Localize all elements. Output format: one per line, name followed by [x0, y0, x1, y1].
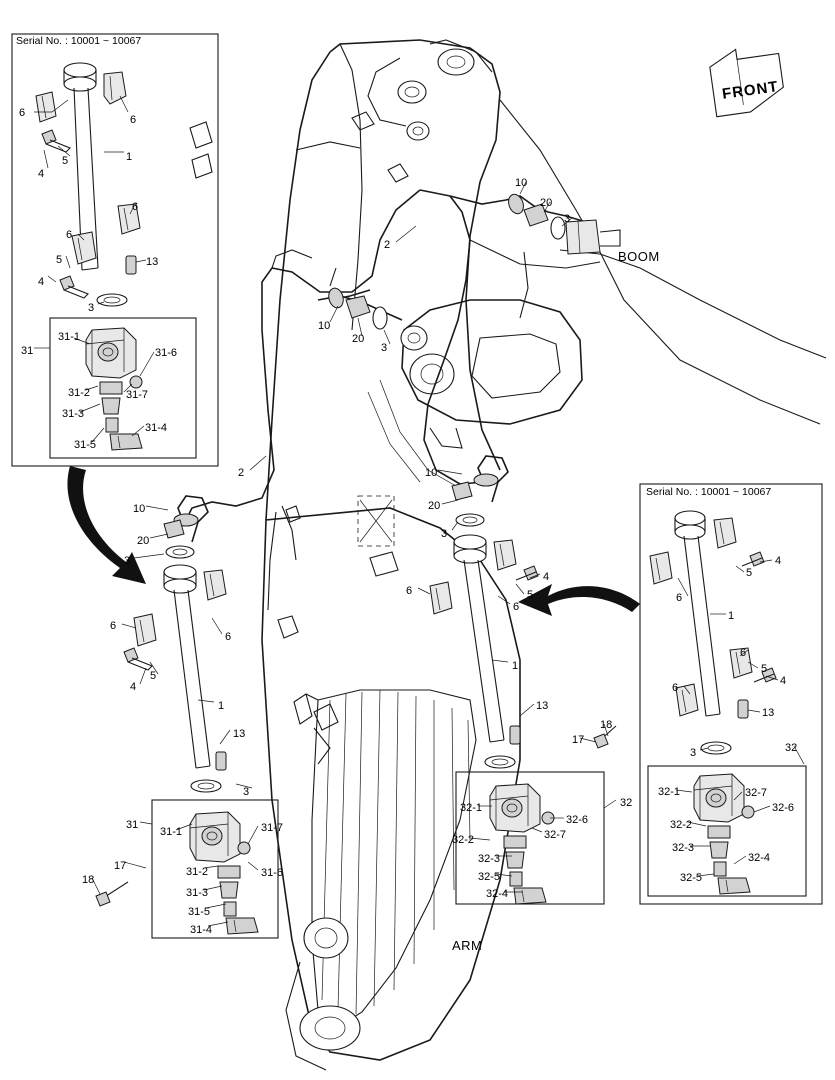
- callout-5: 5: [746, 567, 753, 579]
- callout-32-5: 32-5: [478, 871, 501, 883]
- callout-32-2: 32-2: [670, 819, 693, 831]
- callout-32-6: 32-6: [772, 802, 795, 814]
- serial-label-top-left: Serial No. : 10001 ~ 10067: [16, 35, 142, 47]
- callout-5: 5: [62, 155, 69, 167]
- callout-32-1: 32-1: [658, 786, 681, 798]
- front-direction-label: FRONT: [721, 78, 780, 103]
- callout-20: 20: [540, 197, 553, 209]
- callout-5: 5: [527, 589, 534, 601]
- callout-4: 4: [38, 276, 45, 288]
- callout-17: 17: [114, 860, 127, 872]
- callout-4: 4: [543, 571, 550, 583]
- callout-31-4: 31-4: [190, 924, 213, 936]
- callout-18: 18: [600, 719, 613, 731]
- boom-section-label: BOOM: [618, 249, 660, 264]
- callout-31-1: 31-1: [160, 826, 183, 838]
- callout-31-1: 31-1: [58, 331, 81, 343]
- callout-13: 13: [146, 256, 159, 268]
- callout-4: 4: [780, 675, 787, 687]
- pointer-arrows: [67, 466, 640, 616]
- callout-1: 1: [728, 610, 735, 622]
- callout-32-3: 32-3: [672, 842, 695, 854]
- callout-18: 18: [82, 874, 95, 886]
- callout-6: 6: [672, 682, 679, 694]
- callout-5: 5: [761, 663, 768, 675]
- callout-17: 17: [572, 734, 585, 746]
- callout-6: 6: [130, 114, 137, 126]
- callout-10: 10: [515, 177, 528, 189]
- callout-5: 5: [56, 254, 63, 266]
- callout-32-3: 32-3: [478, 853, 501, 865]
- callout-31-5: 31-5: [74, 439, 97, 451]
- callout-6: 6: [132, 201, 139, 213]
- callout-20: 20: [137, 535, 150, 547]
- callout-31-4: 31-4: [145, 422, 168, 434]
- callout-6: 6: [676, 592, 683, 604]
- callout-32-4: 32-4: [486, 888, 509, 900]
- serial-label-right: Serial No. : 10001 ~ 10067: [646, 486, 772, 498]
- callout-32-7: 32-7: [745, 787, 768, 799]
- callout-31-3: 31-3: [186, 887, 209, 899]
- callout-6: 6: [110, 620, 117, 632]
- callout-3: 3: [381, 342, 388, 354]
- callout-3: 3: [243, 786, 250, 798]
- callout-3: 3: [88, 302, 95, 314]
- callout-31-7: 31-7: [261, 822, 284, 834]
- callout-5: 5: [150, 670, 157, 682]
- callout-6: 6: [513, 601, 520, 613]
- callout-32-1: 32-1: [460, 802, 483, 814]
- callout-32-4: 32-4: [748, 852, 771, 864]
- callout-2: 2: [238, 467, 245, 479]
- callout-13: 13: [762, 707, 775, 719]
- callout-1: 1: [218, 700, 225, 712]
- hydraulic-hoses: [184, 190, 506, 524]
- callout-3: 3: [564, 213, 571, 225]
- callout-31-2: 31-2: [68, 387, 91, 399]
- inset-top-left-art: [12, 34, 218, 466]
- callout-32-6: 32-6: [566, 814, 589, 826]
- callout-32: 32: [620, 797, 633, 809]
- callout-10: 10: [318, 320, 331, 332]
- callout-31-5: 31-5: [188, 906, 211, 918]
- callout-4: 4: [775, 555, 782, 567]
- inset-right-art: [640, 484, 822, 904]
- callout-31: 31: [126, 819, 139, 831]
- callout-13: 13: [233, 728, 246, 740]
- callout-31-2: 31-2: [186, 866, 209, 878]
- callout-2: 2: [384, 239, 391, 251]
- callout-6: 6: [66, 229, 73, 241]
- callout-31-3: 31-3: [62, 408, 85, 420]
- callout-4: 4: [130, 681, 137, 693]
- callout-31-6: 31-6: [155, 347, 178, 359]
- callout-3: 3: [441, 528, 448, 540]
- arm-section-label: ARM: [452, 938, 483, 953]
- callout-6: 6: [225, 631, 232, 643]
- callout-6: 6: [19, 107, 26, 119]
- callout-20: 20: [352, 333, 365, 345]
- callout-31-7: 31-7: [126, 389, 149, 401]
- callout-6: 6: [406, 585, 413, 597]
- callout-4: 4: [38, 168, 45, 180]
- callout-32-7: 32-7: [544, 829, 567, 841]
- callout-3: 3: [690, 747, 697, 759]
- callout-32-5: 32-5: [680, 872, 703, 884]
- callout-3: 3: [124, 555, 131, 567]
- callout-20: 20: [428, 500, 441, 512]
- callout-6: 6: [740, 647, 747, 659]
- callout-13: 13: [536, 700, 549, 712]
- callout-1: 1: [512, 660, 519, 672]
- callout-10: 10: [425, 467, 438, 479]
- callout-31: 31: [21, 345, 34, 357]
- callout-10: 10: [133, 503, 146, 515]
- callout-1: 1: [126, 151, 133, 163]
- callout-31-6: 31-6: [261, 867, 284, 879]
- callout-32-2: 32-2: [452, 834, 475, 846]
- callout-32: 32: [785, 742, 798, 754]
